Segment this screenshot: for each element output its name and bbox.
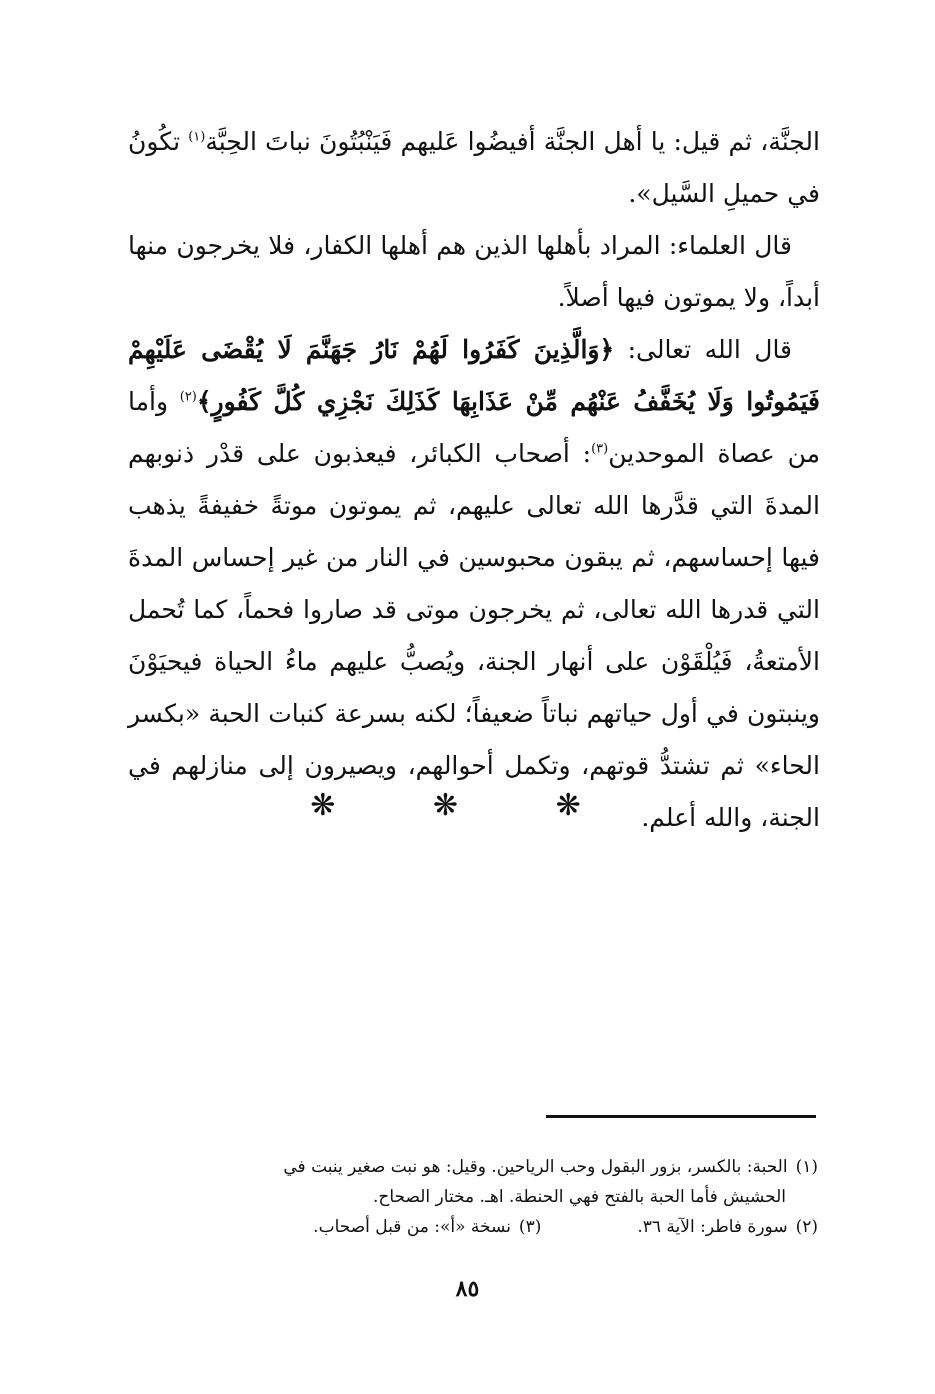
section-separator: ❋ ❋ ❋ [310,788,625,823]
footnote-3 [313,1212,541,1242]
paragraph-3 [128,324,820,844]
footnote-ref-2[interactable]: (٢) [179,389,197,405]
footnotes-row [128,1212,818,1242]
footnote-ref-1[interactable]: (١) [188,129,206,145]
footnote-2-number: (٢) [795,1217,818,1237]
paragraph-1-text: الجنَّة، ثم قيل: يا أهل الجنَّة أفيضُوا عَليهم فَيَنْبُتُونَ نباتَ الحِبَّة [205,127,820,156]
footnote-1-continued: الحشيش فأما الحبة بالفتح فهي الحنطة. اهـ. مختار الصحاح. [372,1187,786,1207]
footnote-2 [637,1212,818,1242]
footnote-ref-3[interactable]: (٣) [591,441,609,457]
footnote-1-text: الحبة: بالكسر، بزور البقول وحب الرياحين. وقيل: هو نبت صغير ينبت في [283,1157,788,1177]
footnote-3-text: نسخة «أ»: من قبل أصحاب. [313,1217,511,1237]
footnote-3-number: (٣) [518,1217,542,1237]
main-text [128,116,820,844]
paragraph-3-mid: وأما من عصاة الموحدين [128,387,820,468]
page-number: ٨٥ [455,1276,480,1302]
footnote-divider [546,1115,816,1118]
paragraph-1 [128,116,820,220]
footnote-1-number: (١) [795,1157,818,1177]
footnote-2-text: سورة فاطر: الآية ٣٦. [637,1217,788,1237]
paragraph-1-end: تكُونُ في حميلِ السَّيل». [128,127,820,208]
footnote-1 [128,1152,818,1182]
paragraph-3-rest: : أصحاب الكبائر، فيعذبون على قدْر ذنوبهم المدةَ التي قدَّرها الله تعالى عليهم، ثم يموتون موتةً خفيفةً يذهب فيها إحساسهم، ثم يبقون محبوسين في النار من غير إحساس المدةَ التي قدرها الله تعالى، ثم يخرجون موتى قد صاروا فحماً، كما تُحمل الأمتعةُ، فَيُلْقَوْن على أنهار الجنة، ويُصبُّ عليهم ماءُ الحياة فيحيَوْنَ وينبتون في أول حياتهم نباتاً ضعيفاً؛ لكنه بسرعة كنبات الحبة «بكسر الحاء» ثم تشتدُّ قوتهم، وتكمل أحوالهم، ويصيرون إلى منازلهم في الجنة، والله أعلم. [128,439,820,832]
footnotes [128,1152,818,1242]
paragraph-3-intro: قال الله تعالى: [614,335,793,364]
quran-verse: ﴿وَالَّذِينَ كَفَرُوا لَهُمْ نَارُ جَهَنَّمَ لَا يُقْضَى عَلَيْهِمْ فَيَمُوتُوا وَلَا يُخَفَّفُ عَنْهُم مِّنْ عَذَابِهَا كَذَلِكَ نَجْزِي كُلَّ كَفُورٍ﴾ [128,335,820,416]
paragraph-2: قال العلماء: المراد بأهلها الذين هم أهلها الكفار، فلا يخرجون منها أبداً، ولا يموتون فيها أصلاً. [128,231,820,312]
